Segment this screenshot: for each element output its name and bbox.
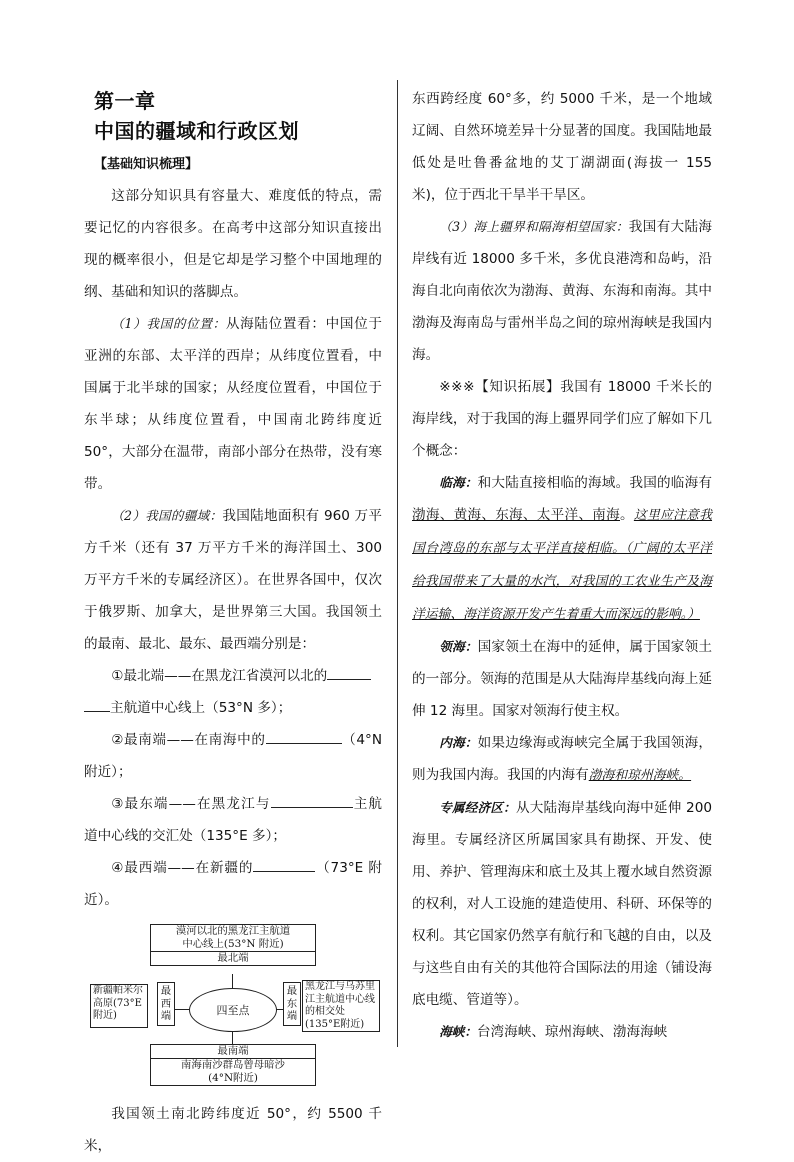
continued-paragraph: 东西跨经度 60°多，约 5000 千米，是一个地域辽阔、自然环境差异十分显著的国度。我国陆地最低处是吐鲁番盆地的艾丁湖湖面(海拔一 155 米)，位于西北干旱半干旱区。 (412, 91, 712, 203)
north-text-2: 中心线上(53°N 附近) (182, 938, 284, 950)
blank-line (327, 665, 371, 680)
blank-line (271, 793, 353, 808)
extreme-west (84, 852, 382, 916)
eez-paragraph (412, 792, 712, 1016)
extreme-west-text: ④最西端——在新疆的 (111, 860, 254, 876)
intro-paragraph: 这部分知识具有容量大、难度低的特点，需要记忆的内容很多。在高考中这部分知识直接出现的概率很小，但是它却是学习整个中国地理的纲、基础和知识的落脚点。 (84, 188, 382, 300)
territory-text: 我国陆地面积有 960 万平方千米（还有 37 万平方千米的海洋国土、300 万平方千米的专属经济区）。在世界各国中，仅次于俄罗斯、加拿大，是世界第三大国。我国领土的最南、最北、最东、最西端分别是： (84, 508, 382, 652)
adjacent-seas-list: 渤海、黄海、东海、太平洋、南海 (412, 507, 620, 523)
extreme-east (84, 788, 382, 852)
territorial-adjacent-paragraph (412, 467, 712, 631)
adjacent-sea-text: 和大陆直接相临的海域。我国的临海有 (477, 475, 713, 491)
right-column (412, 83, 712, 1048)
section-heading: 【基础知识梳理】 (94, 157, 199, 172)
south-text-2: (4°N附近) (208, 1072, 258, 1084)
chapter-name: 中国的疆域和行政区划 (94, 119, 299, 143)
inland-sea-handwritten: 渤海和琼州海峡。 (588, 768, 692, 783)
adjacent-sea-punct: 。 (620, 507, 634, 523)
inland-sea-text: 如果边缘海或海峡完全属于我国领海，则为我国内海。我国的内海有 (412, 735, 713, 783)
south-text-1: 南海南沙群岛曾母暗沙 (151, 1058, 315, 1072)
chapter-title (94, 86, 382, 146)
extreme-east-text-2: 主航道中心线的交汇处（135°E 多）； (84, 796, 382, 844)
extreme-north-text: ①最北端——在黑龙江省漠河以北的 (111, 668, 328, 684)
extreme-north-text-2: 主航道中心线上（53°N 多）； (110, 700, 292, 716)
west-label-box (157, 982, 175, 1026)
connector-line (232, 1030, 233, 1044)
maritime-label: （3）海上疆界和隔海相望国家： (439, 219, 629, 234)
east-label: 最东端 (286, 985, 298, 1022)
west-label: 最西端 (160, 985, 172, 1022)
center-ellipse (189, 988, 277, 1032)
strait-paragraph (412, 1016, 712, 1048)
extreme-south-text: ②最南端——在南海中的 (111, 732, 266, 748)
north-text-1: 漠河以北的黑龙江主航道 (175, 925, 291, 937)
extension-text: 我国有 18000 千米长的海岸线，对于我国的海上疆界同学们应了解如下几个概念： (412, 379, 712, 459)
left-column (84, 80, 382, 1162)
north-label: 最北端 (151, 951, 315, 965)
territory-label: （2）我国的疆域： (111, 508, 223, 523)
strait-text: 台湾海峡、琼州海峡、渤海海峡 (476, 1024, 668, 1040)
territory-paragraph (84, 500, 382, 660)
extension-heading: ※※※【知识拓展】 (439, 379, 561, 395)
term-inland-sea: 内海： (439, 735, 478, 750)
extreme-north (84, 660, 382, 724)
maritime-text: 我国有大陆海岸线有近 18000 多千米，多优良港湾和岛屿，沿海自北向南依次为渤海、黄海、东海和南海。其中渤海及海南岛与雷州半岛之间的琼州海峡是我国内海。 (412, 219, 713, 363)
chapter-number: 第一章 (94, 89, 156, 113)
position-label: （1）我国的位置： (111, 316, 226, 331)
blank-line (266, 729, 342, 744)
east-label-box (283, 982, 301, 1026)
extreme-points-diagram (84, 924, 382, 1096)
east-text: 黑龙江与乌苏里江主航道中心线的相交处(135°E附近) (305, 981, 375, 1030)
west-text: 新疆帕米尔高原(73°E附近) (93, 985, 143, 1021)
blank-line (84, 697, 110, 712)
south-box (150, 1044, 316, 1086)
blank-line (253, 857, 315, 872)
extreme-west-text-2: （73°E 附近）。 (84, 860, 382, 908)
adjacent-sea-note: 这里应注意我国台湾岛的东部与太平洋直接相临。（广阔的太平洋给我国带来了大量的水汽，对我国的工农业生产及海洋运输、海洋资源开发产生着重大而深远的影响。） (412, 508, 713, 622)
term-strait: 海峡： (439, 1024, 477, 1039)
column-divider (397, 80, 398, 1047)
connector-line (175, 1009, 189, 1010)
latitude-span-text: 我国领土南北跨纬度近 50°，约 5500 千米， (84, 1106, 382, 1154)
term-territorial-sea: 领海： (439, 639, 478, 654)
term-eez: 专属经济区： (439, 800, 516, 815)
position-paragraph (84, 308, 382, 500)
west-box (90, 984, 148, 1028)
maritime-paragraph (412, 211, 712, 371)
north-box (150, 924, 316, 966)
extreme-south-text-2: （4°N 附近）； (84, 732, 382, 780)
extension-paragraph (412, 371, 712, 467)
extreme-east-text: ③最东端——在黑龙江与 (111, 796, 271, 812)
extreme-south (84, 724, 382, 788)
south-label: 最南端 (217, 1045, 249, 1057)
position-text: 从海陆位置看：中国位于亚洲的东部、太平洋的西岸；从纬度位置看，中国属于北半球的国家；从经度位置看，中国位于东半球；从纬度位置看，中国南北跨纬度近 50°，大部分在温带，南部小部分在热带，没有寒带。 (84, 316, 383, 492)
territorial-sea-text: 国家领土在海中的延伸，属于国家领土的一部分。领海的范围是从大陆海岸基线向海上延伸 12 海里。国家对领海行使主权。 (412, 639, 713, 719)
term-adjacent-sea: 临海： (439, 475, 478, 490)
east-box (302, 980, 380, 1032)
inland-sea-paragraph (412, 727, 712, 792)
connector-line (232, 974, 233, 988)
eez-text: 从大陆海岸基线向海中延伸 200 海里。专属经济区所属国家具有勘探、开发、使用、养护、管理海床和底土及其上覆水域自然资源的权利，对人工设施的建造使用、科研、环保等的权利。其它国家仍然享有航行和飞越的自由，以及与这些自由有关的其他符合国际法的用途（铺设海底电缆、管道等）。 (412, 800, 712, 1008)
territorial-sea-paragraph (412, 631, 712, 727)
center-label: 四至点 (216, 1004, 250, 1017)
